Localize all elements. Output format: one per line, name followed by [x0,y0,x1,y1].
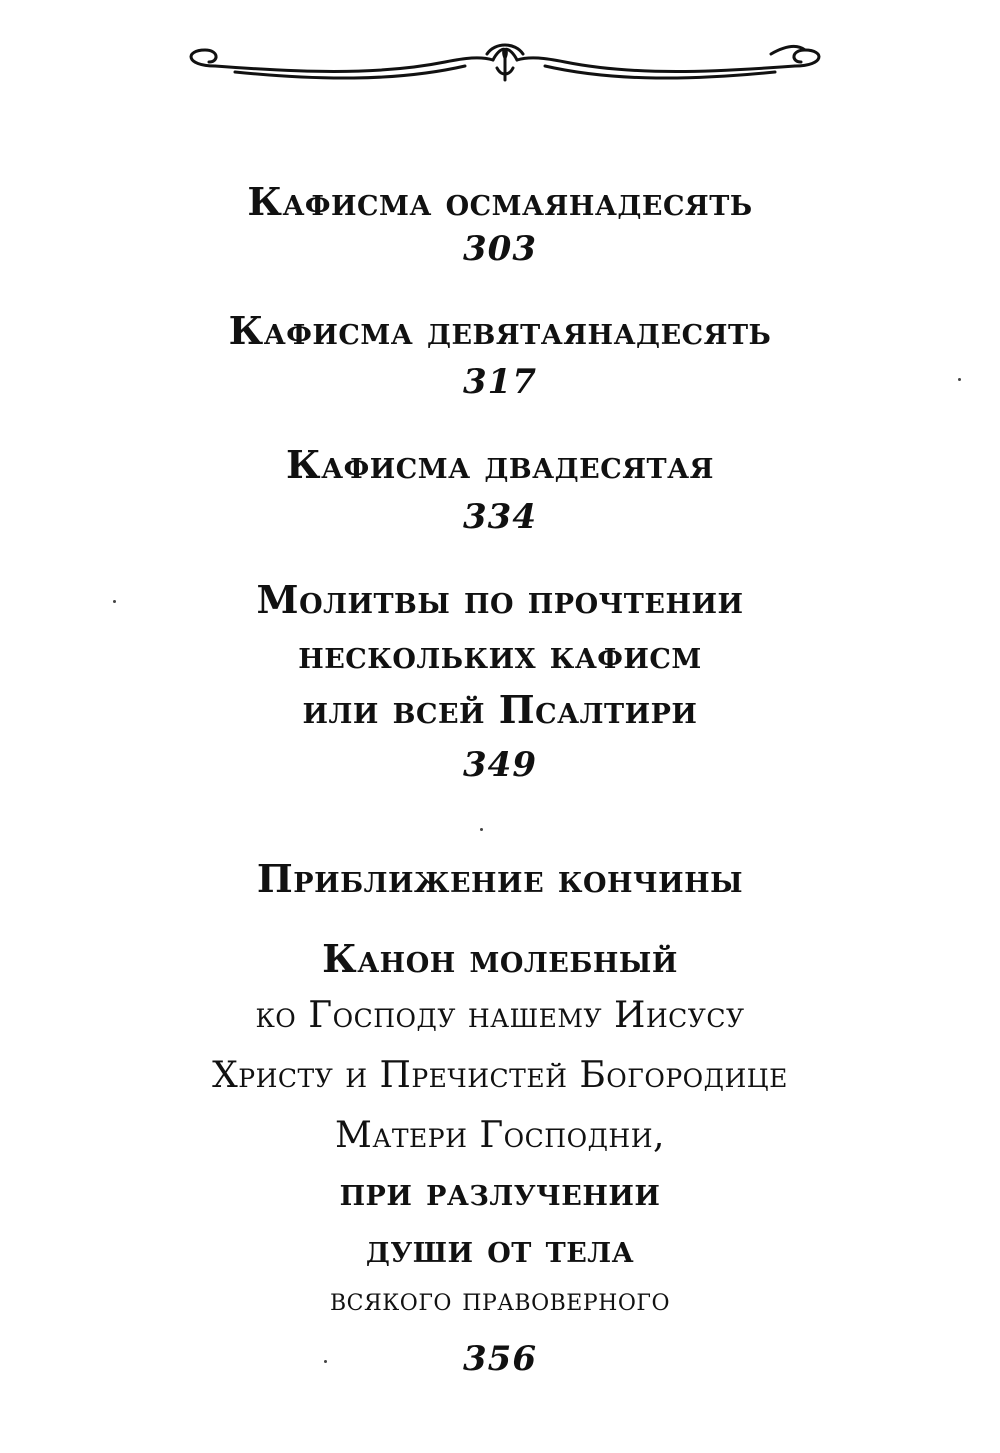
toc-entry-subtitle-line: Христу и Пречистей Богородице [212,1055,788,1096]
toc-entry-subtitle-line: Матери Господни, [335,1115,665,1156]
toc-entry-title[interactable]: Кафисма девятаянадесять [228,308,772,353]
toc-entry-title-line[interactable]: нескольких кафисм [298,632,702,677]
print-speck [480,828,483,831]
toc-entry-title[interactable]: Канон молебный [322,936,678,981]
toc-page-number: 317 [463,362,537,402]
print-speck [113,600,116,603]
toc-entry-title[interactable]: Кафисма двадесятая [286,442,714,487]
toc-entry-small-line: всякого правоверного [330,1282,670,1318]
toc-page-number: 356 [463,1339,537,1379]
toc-entry-bold-line: при разлучении [339,1169,661,1214]
toc-page-number: 303 [463,229,537,269]
toc-entry-title[interactable]: Кафисма осмаянадесять [247,179,753,224]
toc-entry-bold-line: души от тела [365,1226,635,1271]
toc-entry-title-line[interactable]: Молитвы по прочтении [256,577,744,622]
section-heading: Приближение кончины [256,856,744,901]
print-speck [958,378,961,381]
toc-entry-title-line[interactable]: или всей Псалтири [302,687,698,732]
toc-page-number: 349 [463,745,537,785]
toc-entry-subtitle-line: ко Господу нашему Иисусу [255,995,745,1036]
print-speck [324,1360,327,1363]
toc-page-number: 334 [463,497,537,537]
